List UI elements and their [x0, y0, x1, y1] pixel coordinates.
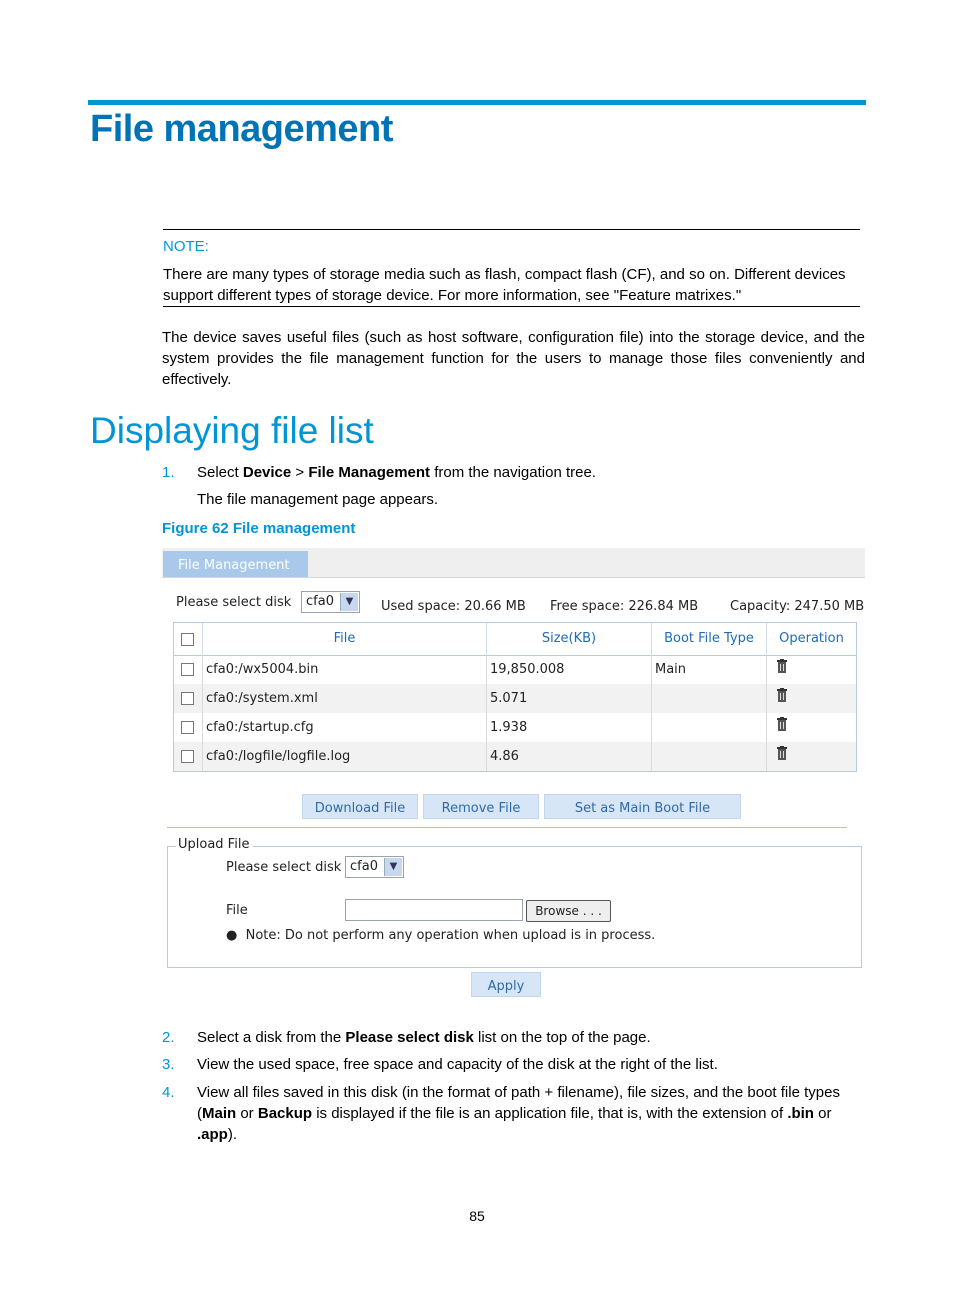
section-heading: Displaying file list	[90, 410, 374, 451]
upload-select-disk-label: Please select disk	[226, 860, 342, 875]
operation-cell	[767, 655, 856, 684]
note-bottom-rule	[163, 306, 860, 307]
chevron-down-icon: ▼	[384, 858, 402, 876]
free-space: Free space: 226.84 MB	[550, 599, 699, 614]
select-disk-label: Please select disk	[176, 595, 292, 610]
row-checkbox[interactable]	[181, 663, 194, 676]
operation-cell	[767, 742, 856, 771]
upload-note	[226, 928, 655, 943]
page-number: 85	[469, 1208, 485, 1224]
upload-disk-select-value: cfa0	[350, 859, 378, 874]
trash-icon[interactable]	[777, 746, 787, 760]
bullet-icon: ●	[226, 928, 246, 943]
row-checkbox-cell	[174, 713, 203, 742]
set-main-boot-file-button[interactable]: Set as Main Boot File	[544, 794, 741, 819]
chevron-down-icon: ▼	[340, 593, 358, 611]
trash-icon[interactable]	[777, 717, 787, 731]
disk-select[interactable]	[301, 591, 360, 613]
step-text: Select a disk from the Please select disk list on the top of the page.	[197, 1029, 651, 1046]
column-boot-file-type[interactable]: Boot File Type	[652, 623, 767, 655]
note-label: NOTE:	[163, 238, 209, 255]
upload-note-text: Note: Do not perform any operation when upload is in process.	[245, 928, 656, 943]
row-checkbox-cell	[174, 684, 203, 713]
page-title: File management	[90, 108, 393, 150]
table-row	[174, 742, 856, 771]
upload-file-label: File	[226, 903, 248, 918]
row-checkbox[interactable]	[181, 692, 194, 705]
trash-icon[interactable]	[777, 688, 787, 702]
row-checkbox[interactable]	[181, 721, 194, 734]
trash-icon[interactable]	[777, 659, 787, 673]
file-management-screenshot	[162, 548, 865, 1000]
intro-paragraph: The device saves useful files (such as host software, configuration file) into the storage device, and the system provides the file management function for the users to manage those files conveniently and effectively.	[162, 329, 865, 388]
table-header	[174, 623, 856, 656]
capacity: Capacity: 247.50 MB	[730, 599, 865, 614]
row-checkbox-cell	[174, 742, 203, 771]
step-4	[162, 1082, 867, 1145]
boot-file-type	[652, 742, 767, 771]
table-row	[174, 655, 856, 684]
step-number: 2.	[162, 1029, 175, 1046]
step-number: 4.	[162, 1084, 175, 1101]
step-number: 3.	[162, 1056, 175, 1073]
row-checkbox[interactable]	[181, 750, 194, 763]
row-checkbox-cell	[174, 655, 203, 684]
download-file-button[interactable]: Download File	[302, 794, 418, 819]
figure-caption: Figure 62 File management	[162, 520, 356, 537]
operation-cell	[767, 713, 856, 742]
file-size: 19,850.008	[487, 655, 652, 684]
operation-cell	[767, 684, 856, 713]
section-divider	[167, 827, 847, 828]
upload-disk-select[interactable]	[345, 856, 404, 878]
note-text: There are many types of storage media such as flash, compact flash (CF), and so on. Different devices support different types of storage device. For more information, see "Feature matrixes."	[163, 266, 846, 304]
file-name: cfa0:/startup.cfg	[203, 713, 487, 742]
browse-button[interactable]: Browse . . .	[526, 900, 611, 922]
upload-file-legend: Upload File	[176, 837, 253, 852]
file-name: cfa0:/logfile/logfile.log	[203, 742, 487, 771]
upload-file-input[interactable]	[345, 899, 523, 921]
heading-rule	[88, 100, 866, 105]
column-operation: Operation	[779, 631, 844, 646]
file-name: cfa0:/wx5004.bin	[203, 655, 487, 684]
step-2	[162, 1027, 867, 1048]
tab-bar	[162, 548, 865, 578]
file-size: 1.938	[487, 713, 652, 742]
column-size[interactable]: Size(KB)	[487, 623, 652, 655]
disk-select-value: cfa0	[306, 594, 334, 609]
boot-file-type: Main	[652, 655, 767, 684]
header-checkbox-cell	[174, 623, 203, 655]
step-3	[162, 1054, 867, 1075]
table-row	[174, 713, 856, 742]
step-substep: The file management page appears.	[197, 491, 438, 508]
file-size: 4.86	[487, 742, 652, 771]
tab-file-management[interactable]: File Management	[163, 551, 308, 577]
apply-button[interactable]: Apply	[471, 972, 541, 997]
step-number: 1.	[162, 464, 175, 481]
step-1	[162, 462, 867, 512]
used-space: Used space: 20.66 MB	[381, 599, 526, 614]
step-text: View all files saved in this disk (in the format of path + filename), file sizes, and the boot file types (Main or Backup is displayed if the file is an application file, that is, with the extension of .bin or .app).	[197, 1084, 840, 1143]
boot-file-type	[652, 684, 767, 713]
select-all-checkbox[interactable]	[181, 633, 194, 646]
table-row	[174, 684, 856, 713]
note-top-rule	[163, 229, 860, 230]
remove-file-button[interactable]: Remove File	[423, 794, 539, 819]
column-file[interactable]: File	[203, 623, 487, 655]
file-size: 5.071	[487, 684, 652, 713]
step-text: Select Device > File Management from the navigation tree.	[197, 464, 596, 481]
file-name: cfa0:/system.xml	[203, 684, 487, 713]
file-table	[173, 622, 857, 772]
boot-file-type	[652, 713, 767, 742]
step-text: View the used space, free space and capacity of the disk at the right of the list.	[197, 1056, 718, 1073]
